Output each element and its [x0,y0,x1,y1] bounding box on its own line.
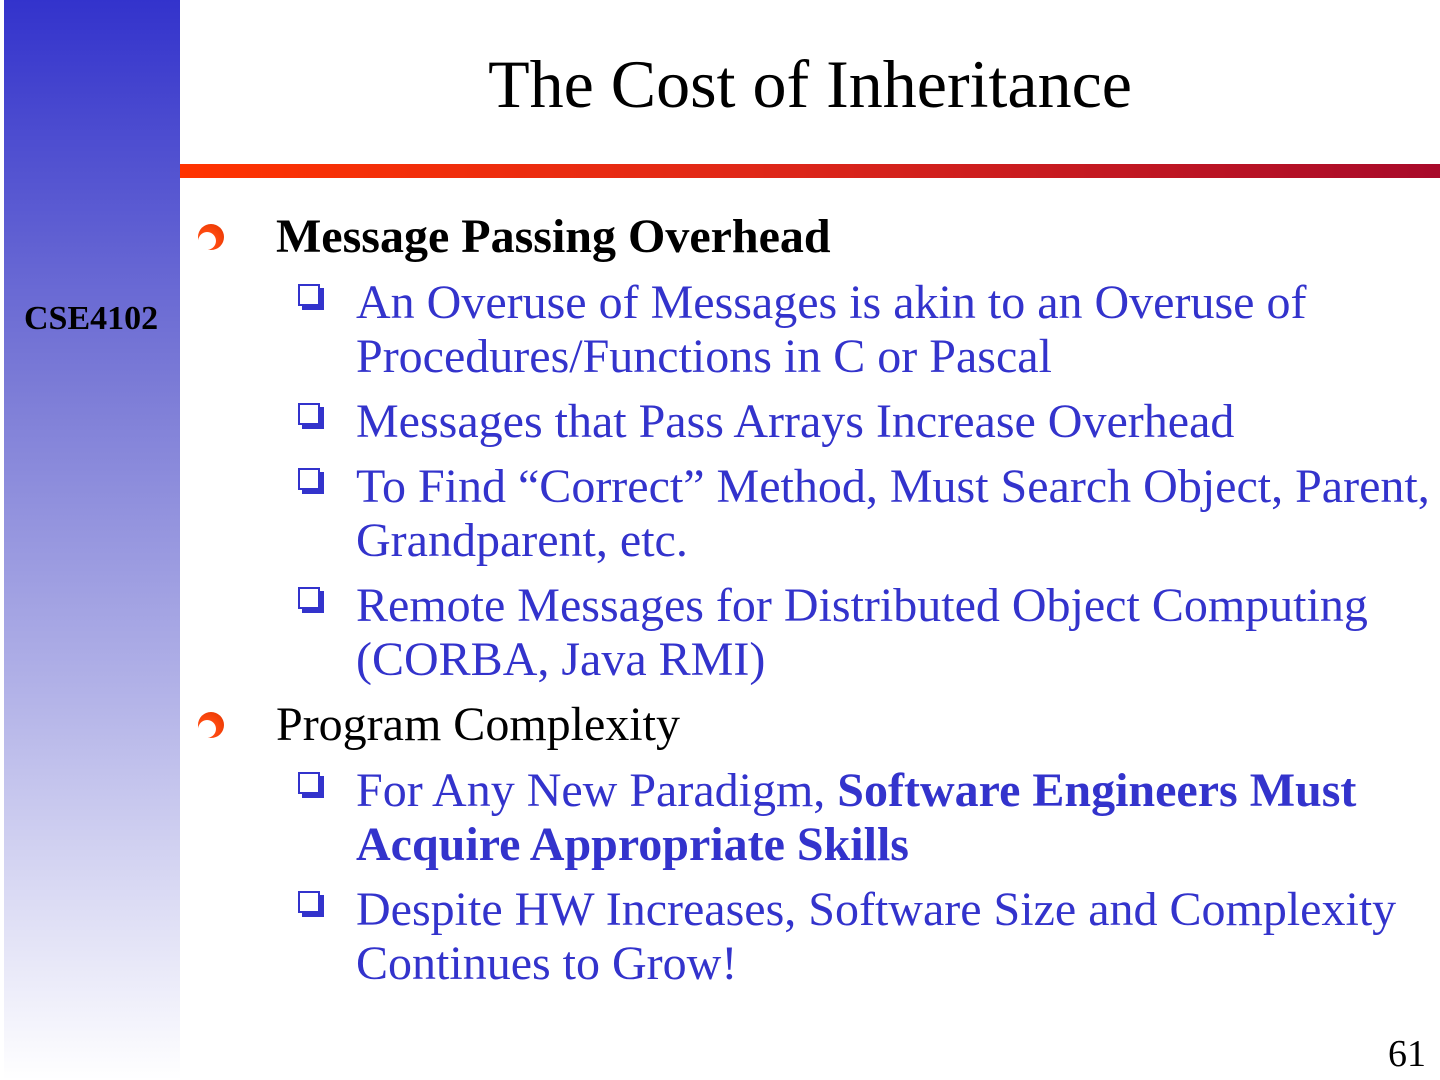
list-item-text: An Overuse of Messages is akin to an Overuse of Procedures/Functions in C or Pascal [356,276,1307,383]
section-heading-message-passing [190,210,1430,264]
section-heading-text: Program Complexity [276,698,680,751]
slide-content [190,210,1430,1002]
list-item [276,764,1430,872]
circle-bullet-icon [198,712,224,738]
course-code: CSE4102 [24,300,159,337]
slide-title: The Cost of Inheritance [488,46,1132,122]
square-bullet-icon [298,891,320,913]
list-item-text: To Find “Correct” Method, Must Search Object, Parent, Grandparent, etc. [356,460,1430,567]
circle-bullet-icon [198,224,224,250]
list-item [276,276,1430,384]
square-bullet-icon [298,772,320,794]
section-heading-text: Message Passing Overhead [276,210,831,263]
list-item-text: Messages that Pass Arrays Increase Overhead [356,395,1235,448]
sidebar [4,0,180,1080]
list-item-text: Remote Messages for Distributed Object Computing (CORBA, Java RMI) [356,579,1368,686]
list-item [276,579,1430,687]
title-rule [180,164,1440,178]
list-item [276,395,1430,449]
square-bullet-icon [298,284,320,306]
section-heading-program-complexity [190,698,1430,752]
list-item [276,460,1430,568]
list-item-text: Despite HW Increases, Software Size and Complexity Continues to Grow! [356,883,1397,990]
square-bullet-icon [298,587,320,609]
list-item-lead-text: For Any New Paradigm, [356,764,838,817]
list-item [276,883,1430,991]
page-number: 61 [1388,1033,1426,1075]
list-item-emphasis-text: Software Engineers Must Acquire Appropriate Skills [356,764,1357,871]
square-bullet-icon [298,403,320,425]
square-bullet-icon [298,468,320,490]
